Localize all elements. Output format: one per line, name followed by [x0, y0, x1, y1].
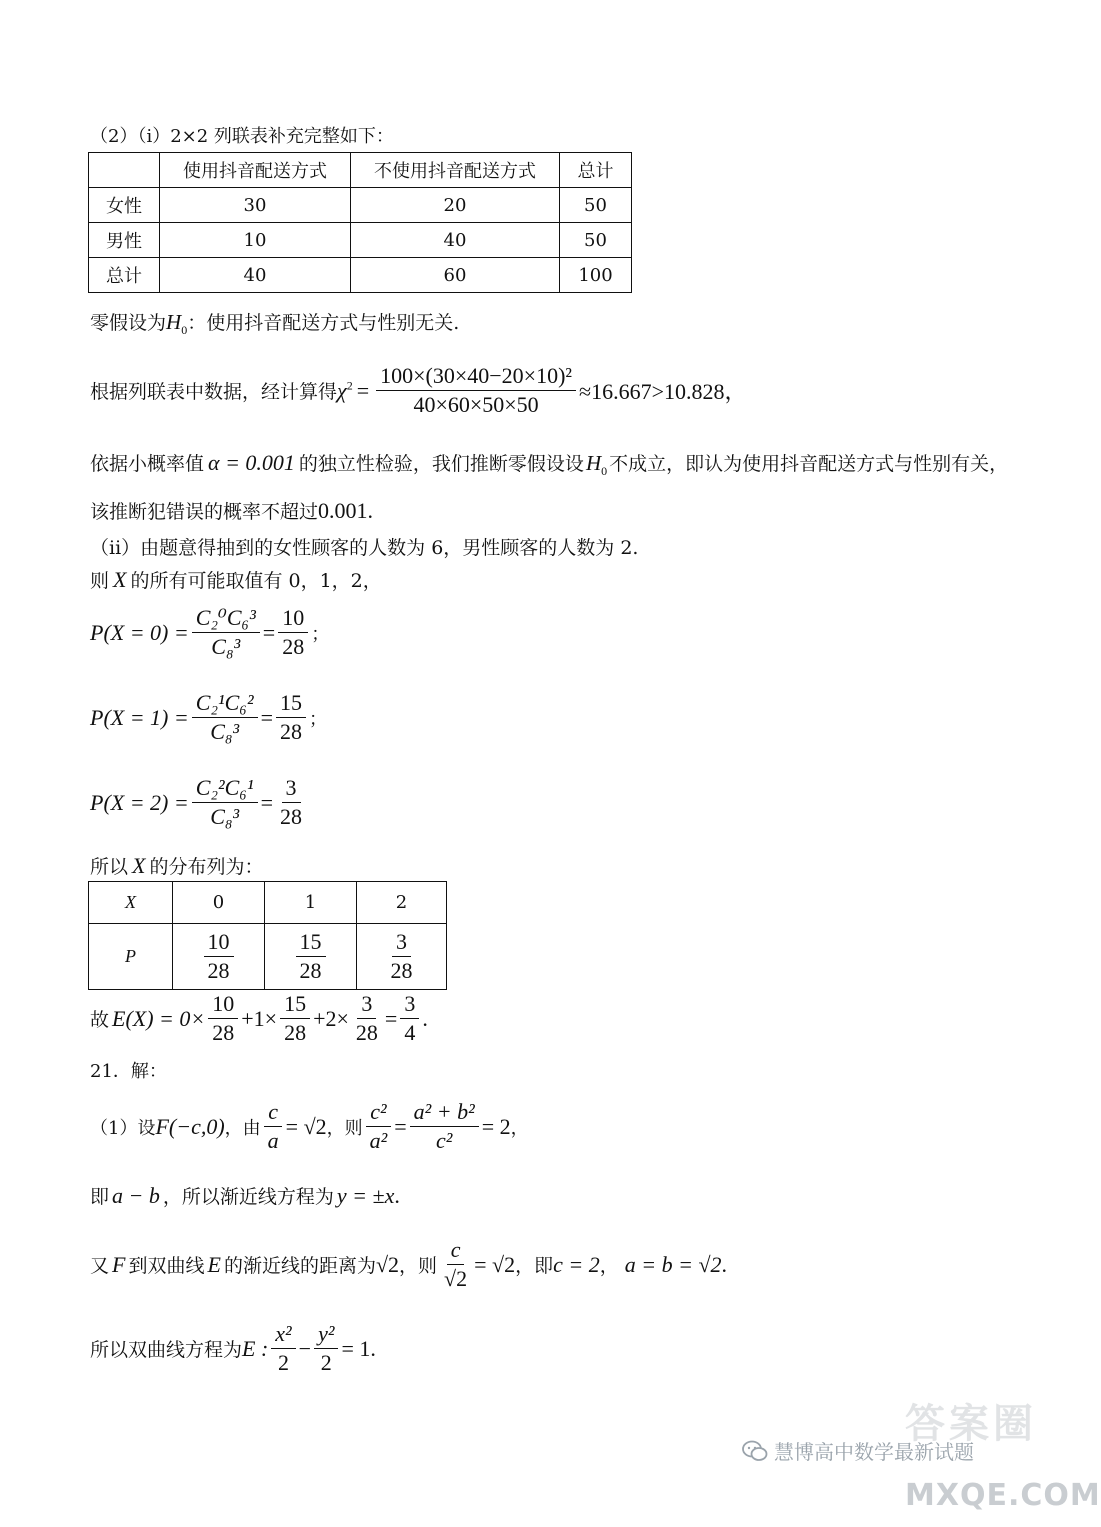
dist-p-num: 10: [204, 930, 234, 957]
p0-num: 10: [278, 606, 308, 633]
dist-x-value: 0: [173, 882, 265, 924]
q21-line3-a: 又: [90, 1255, 110, 1278]
table-cell: 100: [560, 258, 632, 293]
p1-comb-fraction: [192, 691, 258, 744]
null-hypothesis-prefix: 零假设为: [90, 312, 167, 334]
test-text-c: 不成立，即认为使用抖音配送方式与性别有关，: [609, 453, 1009, 475]
dist-p-den: 28: [207, 958, 230, 983]
table-header-cell: 使用抖音配送方式: [160, 153, 351, 188]
equals-sign: =: [394, 1113, 407, 1139]
h0-symbol: $H_0$: [585, 451, 608, 479]
q21-F: F: [112, 1251, 126, 1277]
c-over-a-eq: = √2: [285, 1113, 327, 1139]
test-line-2: [90, 497, 373, 524]
table-cell: 20: [351, 188, 560, 223]
p0-lhs: P(X = 0) =: [90, 619, 189, 645]
sub-question-ii: （ii）由题意得抽到的女性顾客的人数为 6，男性顾客的人数为 2.: [90, 537, 639, 559]
chi-denominator: 40×60×50×50: [413, 392, 539, 418]
q21-line4-a: 所以双曲线方程为: [90, 1339, 243, 1362]
expect-frac-2: [280, 992, 310, 1045]
equals-sign: =: [260, 704, 273, 730]
dist-p-num: 3: [392, 930, 411, 957]
chi-symbol: $\chi^2$: [337, 377, 353, 403]
q21-title: 21．解：: [90, 1061, 167, 1082]
c2-over-a2: [366, 1100, 392, 1153]
p1-num: 15: [276, 691, 306, 718]
dist-text-a: 所以: [90, 856, 129, 878]
test-text-b: 的独立性检验，我们推断零假设设: [298, 453, 584, 475]
p1-den: 28: [280, 719, 302, 745]
minus-sign: −: [298, 1335, 312, 1361]
p2-comb-den: C₈³: [210, 804, 240, 830]
sqrt2: √2: [492, 1251, 516, 1277]
c-equals-2: c = 2: [553, 1251, 600, 1277]
expect-plus-2: +2×: [313, 1005, 349, 1031]
table-cell: 60: [351, 258, 560, 293]
p-x1-line: [90, 691, 327, 744]
p0-den: 28: [282, 634, 305, 660]
test-line-2-text: 该推断犯错误的概率不超过: [90, 501, 319, 523]
a2-den: a²: [369, 1128, 388, 1154]
p-x0-line: [90, 606, 329, 659]
table-cell: 40: [160, 258, 351, 293]
test-line-1: [90, 449, 1008, 479]
table-header-cell: 总计: [560, 153, 632, 188]
values-text-b: 的所有可能取值有 0，1，2，: [130, 570, 382, 592]
error-probability: 0.001.: [318, 498, 374, 523]
alpha-value: α = 0.001: [208, 450, 295, 475]
x-variable: X: [113, 567, 127, 592]
q21-F-point: F(−c,0): [155, 1113, 225, 1139]
expect-end: .: [422, 1005, 428, 1031]
x-variable: X: [132, 853, 146, 878]
expect-frac-num: 15: [280, 992, 310, 1019]
chi-intro: 根据列联表中数据，经计算得: [90, 381, 338, 404]
dist-p-num: 15: [296, 930, 326, 957]
distribution-table: [88, 881, 447, 990]
expect-lhs: E(X) = 0×: [112, 1005, 206, 1031]
dist-p-cell: [173, 924, 265, 990]
two-den: 2: [320, 1350, 332, 1376]
q21-line-1: [90, 1100, 529, 1153]
dist-x-label: X: [89, 882, 173, 924]
p2-lhs: P(X = 2) =: [90, 789, 189, 815]
q21-line3-f: ，: [599, 1255, 619, 1278]
expect-frac-3: [352, 992, 382, 1045]
table-cell: 50: [560, 223, 632, 258]
sqrt2: √2: [375, 1251, 400, 1277]
q21-E: E: [207, 1251, 221, 1277]
q21-line3-c: 的渐近线的距离为: [223, 1255, 376, 1278]
watermark-logo: 答案圈: [905, 1401, 1037, 1447]
expect-frac-den: 28: [284, 1020, 307, 1046]
expect-result: [400, 992, 419, 1045]
watermark-site: MXQE.COM: [905, 1478, 1101, 1513]
hyperbola-E: E :: [242, 1335, 269, 1361]
y2-num: y²: [314, 1322, 338, 1349]
p1-lhs: P(X = 1) =: [90, 704, 189, 730]
equals-sign: =: [356, 377, 370, 403]
q21-line-2: 即 a − b ，所以渐近线方程为 y = ±x.: [90, 1183, 400, 1208]
chi-result: ≈16.667>10.828，: [579, 379, 747, 405]
expect-frac-den: 28: [212, 1020, 235, 1046]
sqrt2-den: √2: [444, 1266, 468, 1292]
a2b2-over-c2: [410, 1100, 479, 1153]
table-cell: 男性: [89, 223, 160, 258]
equals-sign: =: [260, 789, 273, 815]
p2-comb-fraction: [192, 776, 258, 829]
test-text-a: 依据小概率值: [90, 453, 205, 475]
semicolon: ；: [311, 623, 330, 644]
q21-line1-b: ，由: [224, 1117, 261, 1139]
p0-comb-num: C₂⁰C₆³: [192, 606, 260, 633]
p0-comb-den: C₈³: [211, 634, 241, 660]
equals-one: = 1.: [341, 1335, 376, 1361]
dist-p-label: P: [89, 924, 173, 990]
p-x2-line: [90, 776, 309, 829]
table-header-cell: 不使用抖音配送方式: [351, 153, 560, 188]
expect-frac-1: [208, 992, 238, 1045]
c-over-a: [264, 1100, 283, 1153]
asymptote-equation: y = ±x: [336, 1183, 395, 1208]
table-cell: 总计: [89, 258, 160, 293]
a-minus-b: a − b: [112, 1183, 160, 1208]
c2-den: c²: [436, 1128, 453, 1154]
a-den: a: [267, 1128, 279, 1154]
expect-equals: =: [384, 1005, 398, 1031]
dist-x-value: 2: [357, 882, 447, 924]
c-over-sqrt2: [440, 1238, 471, 1291]
table-cell: 50: [560, 188, 632, 223]
a-equals-b: a = b = √2: [624, 1251, 722, 1277]
q21-line-4: [90, 1322, 376, 1375]
q21-line3-b: 到双曲线: [128, 1255, 205, 1278]
chi-fraction: [376, 364, 576, 417]
q21-line-3: 又 F 到双曲线 E 的渐近线的距离为 √2 ，则 $\frac{c}{√2}$ = √2 ，即 c = 2 ， a = b = √2 .: [90, 1237, 728, 1292]
table-cell: 10: [160, 223, 351, 258]
two-den: 2: [277, 1350, 289, 1376]
p0-comb-fraction: [192, 606, 260, 659]
contingency-table: [88, 152, 632, 293]
c2-num: c²: [366, 1100, 390, 1127]
q21-line3-d: ，则: [399, 1255, 438, 1278]
y2-over-2: [314, 1322, 338, 1375]
expect-prefix: 故: [90, 1009, 110, 1032]
c-num: c: [447, 1238, 465, 1265]
a2b2-num: a² + b²: [410, 1100, 479, 1127]
dist-text-b: 的分布列为：: [149, 856, 264, 878]
dist-x-value: 1: [265, 882, 357, 924]
eq-sqrt2: = √2: [474, 1251, 516, 1277]
expect-plus-1: +1×: [241, 1005, 278, 1031]
watermark-account-name: 慧博高中数学最新试题: [774, 1440, 974, 1464]
chi-numerator: 100×(30×40−20×10)²: [376, 364, 576, 391]
table-cell: 女性: [89, 188, 160, 223]
chi-square-line: [90, 364, 747, 417]
q21-line2-b: ，所以渐近线方程为: [162, 1186, 334, 1208]
semicolon: ；: [309, 708, 327, 729]
dist-p-den: 28: [299, 958, 322, 983]
c-num: c: [264, 1100, 282, 1127]
distribution-heading: [90, 852, 263, 879]
values-line: [90, 566, 382, 593]
table-cell: 30: [160, 188, 351, 223]
dist-p-den: 28: [390, 958, 413, 983]
expect-frac-den: 28: [355, 1020, 378, 1046]
ratio-eq: = 2: [481, 1113, 511, 1139]
expect-frac-num: 3: [357, 992, 376, 1019]
p1-fraction: [276, 691, 306, 744]
q21-line1-a: （1）设: [90, 1117, 156, 1139]
q21-line1-d: ，: [510, 1117, 529, 1139]
q21-line1-c: ，则: [326, 1117, 363, 1139]
p2-den: 28: [280, 804, 302, 830]
dist-p-cell: [265, 924, 357, 990]
expect-result-num: 3: [400, 992, 419, 1019]
p1-comb-den: C₈³: [210, 719, 240, 745]
part2-heading: （2）（i）2×2 列联表补充完整如下：: [90, 126, 394, 147]
h0-symbol: $H_0$: [166, 310, 188, 338]
expect-result-den: 4: [404, 1020, 416, 1046]
values-text-a: 则: [90, 570, 110, 592]
p2-num: 3: [282, 776, 301, 803]
table-cell: 40: [351, 223, 560, 258]
null-hypothesis-text: ：使用抖音配送方式与性别无关.: [187, 312, 460, 334]
q21-line3-e: ，即: [515, 1255, 554, 1278]
dist-p-cell: [357, 924, 447, 990]
null-hypothesis-line: [90, 308, 459, 338]
q21-line2-a: 即: [90, 1186, 110, 1208]
x2-num: x²: [271, 1322, 295, 1349]
p2-comb-num: C₂²C₆¹: [192, 776, 258, 803]
expect-frac-num: 10: [208, 992, 238, 1019]
expectation-line: [90, 992, 428, 1045]
table-header-cell: [89, 153, 160, 188]
wechat-icon: [742, 1440, 768, 1462]
x2-over-2: [271, 1322, 295, 1375]
p0-fraction: [278, 606, 308, 659]
p2-fraction: [276, 776, 306, 829]
equals-sign: =: [262, 619, 276, 645]
p1-comb-num: C₂¹C₆²: [192, 691, 258, 718]
